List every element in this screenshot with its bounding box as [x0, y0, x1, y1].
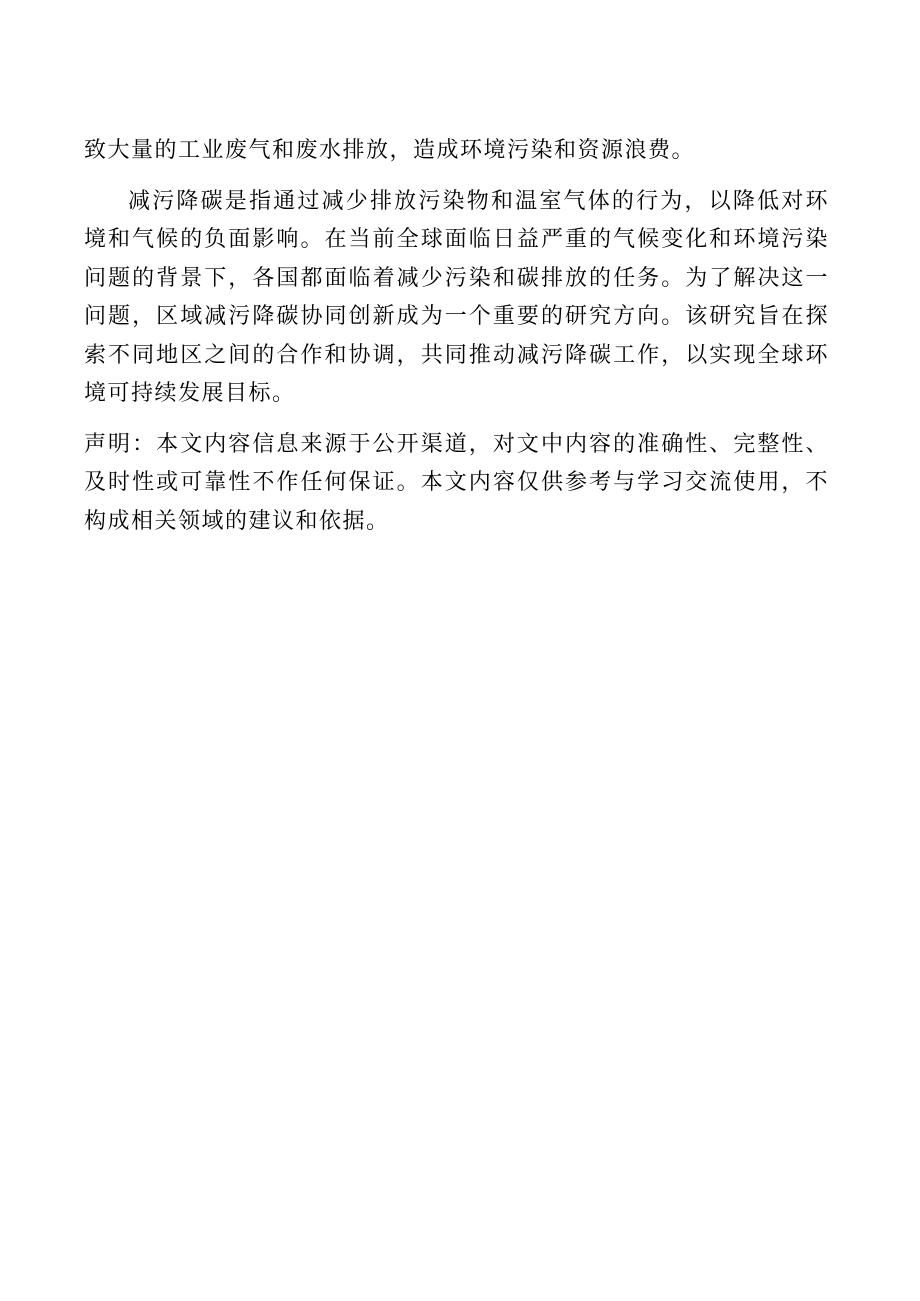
- disclaimer-paragraph: 声明：本文内容信息来源于公开渠道，对文中内容的准确性、完整性、及时性或可靠性不作任何保证。本文内容仅供参考与学习交流使用，不构成相关领域的建议和依据。: [84, 431, 829, 534]
- paragraph-continued: 致大量的工业废气和废水排放，造成环境污染和资源浪费。: [84, 138, 696, 163]
- paragraph-main: 减污降碳是指通过减少排放污染物和温室气体的行为，以降低对环境和气候的负面影响。在当前全球面临日益严重的气候变化和环境污染问题的背景下，各国都面临着减少污染和碳排放的任务。为了解决这一问题，区域减污降碳协同创新成为一个重要的研究方向。该研究旨在探索不同地区之间的合作和协调，共同推动减污降碳工作，以实现全球环境可持续发展目标。: [84, 188, 829, 406]
- document-page: [84, 132, 829, 541]
